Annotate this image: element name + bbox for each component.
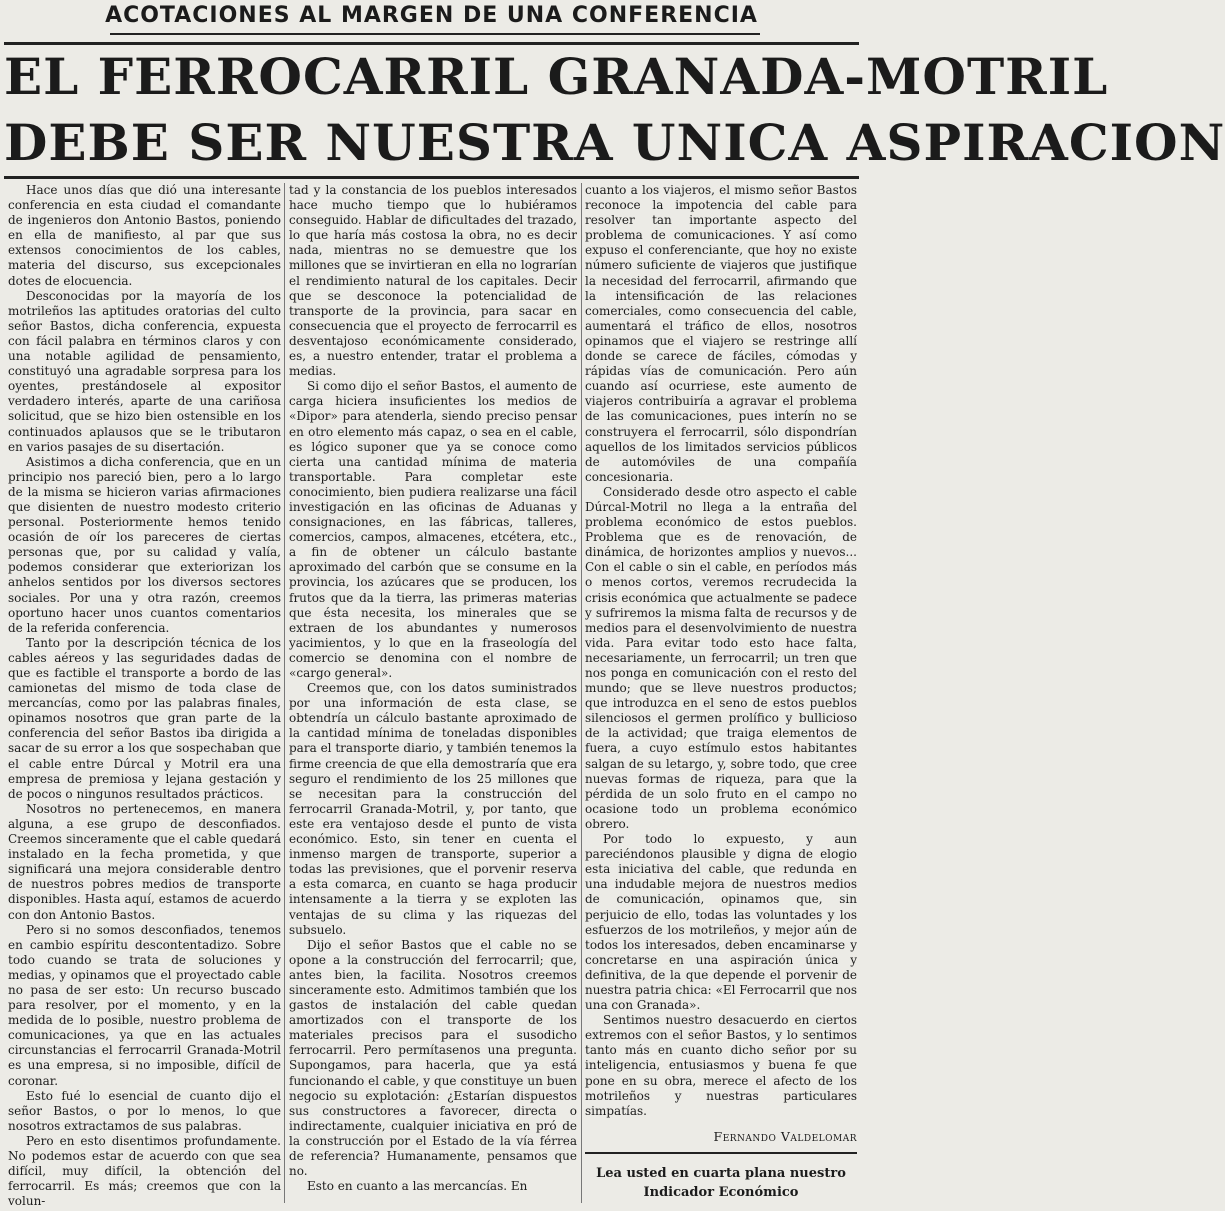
paragraph: Pero si no somos desconfiados, tenemos en cambio espíritu descontentadizo. Sobre todo cuando se trata de soluciones y medias, y opinamos que el proyectado cable no pasa de ser esto: Un recurso buscado para resolver, por el momento, y en la medida de lo posible, nuestro problema de comunicaciones, ya que en las actuales circunstancias el ferrocarril Granada-Motril es una empresa, si no imposible, difícil de coronar. [8, 922, 281, 1088]
paragraph: tad y la constancia de los pueblos interesados hace mucho tiempo que lo hubiéramos conseguido. Hablar de dificultades del trazado, lo que haría más costosa la obra, no es decir nada, mientras no se demuestre que los millones que se invirtieran en ella no lograrían el rendimiento natural de los capitales. Decir que se desconoce la potencialidad de transporte de la provincia, para sacar en consecuencia que el proyecto de ferrocarril es desventajoso económicamente considerado, es, a nuestro entender, tratar el problema a medias. [289, 183, 577, 379]
headline-line-2: DEBE SER NUESTRA UNICA ASPIRACION [4, 113, 1225, 172]
article-column-1 [8, 183, 281, 1209]
paragraph: Pero en esto disentimos profundamente. No podemos estar de acuerdo con que sea difícil, muy difícil, la obtención del ferrocarril. Es más; creemos que con la volun- [8, 1133, 281, 1209]
paragraph: Hace unos días que dió una interesante conferencia en esta ciudad el comandante de ingenieros don Antonio Bastos, poniendo en ella de manifiesto, al par que sus extensos conocimientos de los cables, materia del discurso, sus excepcionales dotes de elocuencia. [8, 183, 281, 288]
headline-line-1: EL FERROCARRIL GRANADA-MOTRIL [4, 47, 1109, 106]
paragraph: Esto en cuanto a las mercancías. En [307, 1179, 528, 1194]
promo-line-2: Indicador Económico [643, 1184, 799, 1200]
promo-line-1: Lea usted en cuarta plana nuestro [596, 1165, 846, 1181]
paragraph: Tanto por la descripción técnica de los cables aéreos y las seguridades dadas de que es factible el transporte a bordo de las camionetas del mismo de toda clase de mercancías, como por las palabras finales, opinamos nosotros que gran parte de la conferencia del señor Bastos iba dirigida a sacar de su error a los que sospechaban que el cable entre Dúrcal y Motril era una empresa de premiosa y lejana gestación y de pocos o ningunos resultados prácticos. [8, 635, 281, 801]
paragraph: Sentimos nuestro desacuerdo en ciertos extremos con el señor Bastos, y lo sentimos tanto más en cuanto dicho señor por su inteligencia, entusiasmos y buena fe que pone en su obra, merece el afecto de los motrileños y nuestras particulares simpatías. [585, 1013, 857, 1118]
article-column-3 [585, 183, 857, 1203]
paragraph: Esto fué lo esencial de cuanto dijo el señor Bastos, o por lo menos, lo que nosotros extractamos de sus palabras. [8, 1088, 281, 1133]
headline-rule-bottom [4, 176, 859, 179]
kicker-title: ACOTACIONES AL MARGEN DE UNA CONFERENCIA [105, 3, 758, 28]
paragraph: Creemos que, con los datos suministrados por una información de esta clase, se obtendría un cálculo bastante aproximado de la cantidad mínima de toneladas disponibles para el transporte diario, y también tenemos la firme creencia de que ella demostraría que era seguro el rendimiento de los 25 millones que se necesitan para la construcción del ferrocarril Granada-Motril, y, por tanto, que este era ventajoso desde el punto de vista económico. Esto, sin tener en cuenta el inmenso margen de transporte, superior a todas las previsiones, que el porvenir reserva a esta comarca, en cuanto se haga producir intensamente a la tierra y se exploten las ventajas de su clima y las riquezas del subsuelo. [289, 681, 577, 937]
paragraph: Desconocidas por la mayoría de los motrileños las aptitudes oratorias del culto señor Bastos, dicha conferencia, expuesta con fácil palabra en términos claros y con una notable agilidad de pensamiento, constituyó una agradable sorpresa para los oyentes, prestándosele al expositor verdadero interés, aparte de una cariñosa solicitud, que se hizo bien ostensible en los continuados aplausos que se le tributaron en varios pasajes de su disertación. [8, 288, 281, 454]
article-column-2 [289, 183, 577, 1203]
column-divider-1 [284, 183, 285, 1203]
paragraph: Asistimos a dicha conferencia, que en un principio nos pareció bien, pero a lo largo de la misma se hicieron varias afirmaciones que disienten de nuestro modesto criterio personal. Posteriormente hemos tenido ocasión de oír los pareceres de ciertas personas que, por su calidad y valía, podemos considerar que exteriorizan los anhelos sentidos por los diversos sectores sociales. Por una y otra razón, creemos oportuno hacer unos cuantos comentarios de la referida conferencia. [8, 454, 281, 635]
paragraph: cuanto a los viajeros, el mismo señor Bastos reconoce la impotencia del cable para resolver tan importante aspecto del problema de comunicaciones. Y así como expuso el conferenciante, que hoy no existe número suficiente de viajeros que justifique la necesidad del ferrocarril, afirmando que la intensificación de las relaciones comerciales, como consecuencia del cable, aumentará el tráfico de ellos, nosotros opinamos que el viajero se restringe allí donde se carece de fáciles, cómodas y rápidas vías de comunicación. Pero aún cuando así ocurriese, este aumento de viajeros contribuiría a agravar el problema de las comunicaciones, pues interín no se construyera el ferrocarril, sólo dispondrían aquellos de los limitados servicios públicos de automóviles de una compañía concesionaria. [585, 183, 857, 484]
paragraph: Si como dijo el señor Bastos, el aumento de carga hiciera insuficientes los medios de «Dipor» para atenderla, siendo preciso pensar en otro elemento más capaz, o sea en el cable, es lógico suponer que ya se conoce como cierta una cantidad mínima de materia transportable. Para completar este conocimiento, bien pudiera realizarse una fácil investigación en las oficinas de Aduanas y consignaciones, en las fábricas, talleres, comercios, campos, almacenes, etcétera, etc., a fin de obtener un cálculo bastante aproximado del carbón que se consume en la provincia, los azúcares que se producen, los frutos que da la tierra, las primeras materias que ésta necesita, los minerales que se extraen de los abundantes y numerosos yacimientos, y lo que en la fraseología del comercio se denomina con el nombre de «cargo general». [289, 379, 577, 680]
paragraph: Dijo el señor Bastos que el cable no se opone a la construcción del ferrocarril; que, antes bien, la facilita. Nosotros creemos sinceramente esto. Admitimos también que los gastos de instalación del cable quedan amortizados con el transporte de los materiales precisos para el susodicho ferrocarril. Pero permítasenos una pregunta. Supongamos, para hacerla, que ya está funcionando el cable, y que constituye un buen negocio su explotación: ¿Estarían dispuestos sus constructores a favorecer, directa o indirectamente, cualquier iniciativa en pró de la construcción por el Estado de la vía férrea de referencia? Humanamente, pensamos que no. [289, 937, 577, 1179]
kicker-rule [110, 33, 760, 35]
author-signature: Fernando Valdelomar [713, 1128, 857, 1144]
paragraph: Considerado desde otro aspecto el cable Dúrcal-Motril no llega a la entraña del problema económico de estos pueblos. Problema que es de renovación, de dinámica, de horizontes amplios y nuevos... Con el cable o sin el cable, en períodos más o menos cortos, veremos recrudecida la crisis económica que actualmente se padece y sufriremos la misma falta de recursos y de medios para el desenvolvimiento de nuestra vida. Para evitar todo esto hace falta, necesariamente, un ferrocarril; un tren que nos ponga en comunicación con el resto del mundo; que se lleve nuestros productos; que introduzca en el seno de estos pueblos silenciosos el germen prolífico y bullicioso de la actividad; que traiga elementos de fuera, a cuyo estímulo estos habitantes salgan de su letargo, y, sobre todo, que cree nuevas formas de riqueza, para que la pérdida de un solo fruto en el campo no ocasione todo un problema económico obrero. [585, 484, 857, 831]
paragraph: Por todo lo expuesto, y aun pareciéndonos plausible y digna de elogio esta iniciativa del cable, que redunda en una indudable mejora de nuestros medios de comunicación, opinamos que, sin perjuicio de ello, todas las voluntades y los esfuerzos de los motrileños, y mejor aún de todos los interesados, deben encaminarse y concretarse en una aspiración única y definitiva, de la que depende el porvenir de nuestra patria chica: «El Ferrocarril que nos una con Granada». [585, 832, 857, 1013]
signature-rule [585, 1152, 857, 1154]
paragraph: Nosotros no pertenecemos, en manera alguna, a ese grupo de desconfiados. Creemos sinceramente que el cable quedará instalado en la fecha prometida, y que significará una mejora considerable dentro de nuestros pobres medios de transporte disponibles. Hasta aquí, estamos de acuerdo con don Antonio Bastos. [8, 801, 281, 922]
column-divider-2 [581, 183, 582, 1203]
